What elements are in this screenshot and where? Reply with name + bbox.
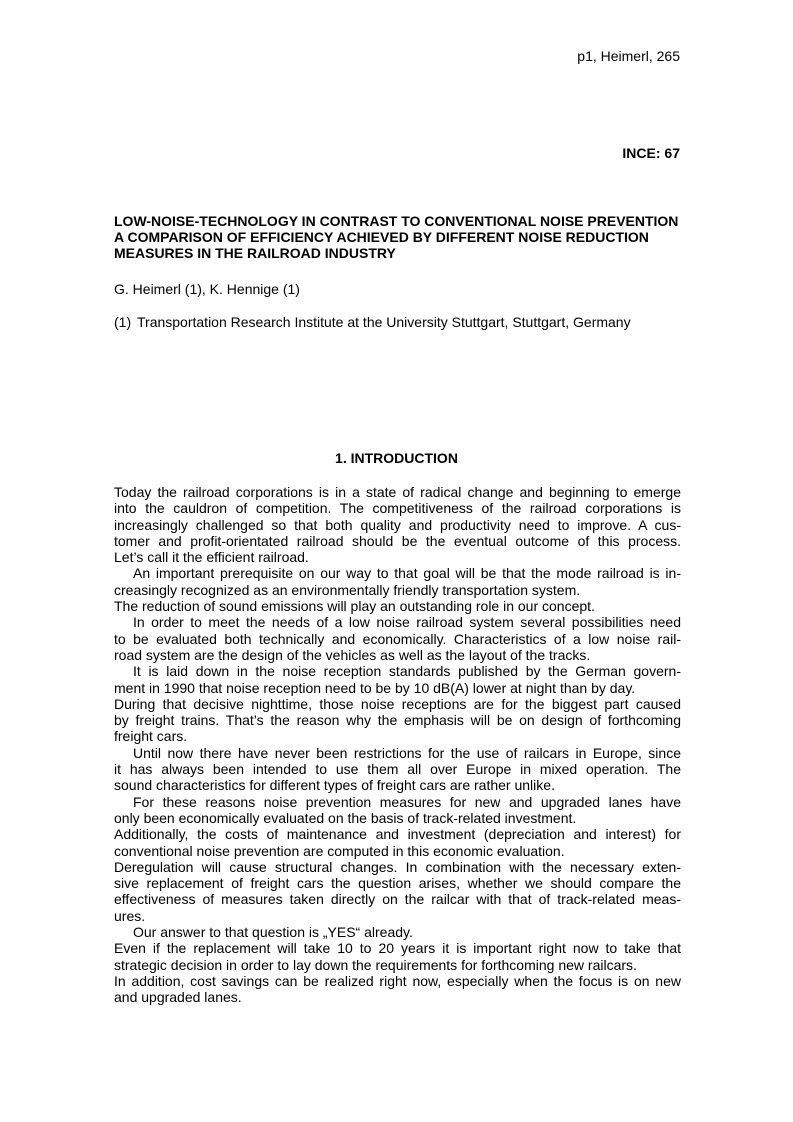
body-line: Until now there have never been restrictions for the use of railcars in Europe, since	[133, 744, 681, 761]
body-line: ment in 1990 that noise reception need to be by 10 dB(A) lower at night than by day.	[114, 679, 636, 696]
body-line: Additionally, the costs of maintenance and investment (depreciation and interest) for	[114, 826, 681, 843]
body-line: increasingly challenged so that both quality and productivity need to improve. A cus-	[114, 516, 681, 533]
title-line: LOW-NOISE-TECHNOLOGY IN CONTRAST TO CONVENTIONAL NOISE PREVENTION	[114, 213, 679, 229]
body-line: Our answer to that question is „YES“ already.	[133, 924, 413, 941]
title-line: A COMPARISON OF EFFICIENCY ACHIEVED BY DIFFERENT NOISE REDUCTION	[114, 229, 649, 245]
body-line: road system are the design of the vehicles as well as the layout of the tracks.	[114, 646, 591, 663]
body-line: effectiveness of measures taken directly on the railcar with that of track-related meas-	[114, 891, 681, 908]
body-line: it has always been intended to use them all over Europe in mixed operation. The	[114, 761, 681, 778]
body-line: freight cars.	[114, 728, 188, 745]
body-line: and upgraded lanes.	[114, 989, 242, 1006]
body-line: An important prerequisite on our way to that goal will be that the mode railroad is in-	[133, 565, 681, 582]
paper-title	[114, 213, 714, 261]
title-line: MEASURES IN THE RAILROAD INDUSTRY	[114, 245, 396, 261]
body-line: In addition, cost savings can be realized right now, especially when the focus is on new	[114, 972, 681, 989]
body-line: tomer and profit-orientated railroad should be the eventual outcome of this process.	[114, 532, 681, 549]
body-line: ures.	[114, 907, 146, 924]
body-line: by freight trains. That’s the reason why the emphasis will be on design of forthcoming	[114, 712, 681, 729]
body-text	[114, 484, 681, 1006]
body-line: strategic decision in order to lay down the requirements for forthcoming new railcars.	[114, 956, 637, 973]
body-line: In order to meet the needs of a low noise railroad system several possibilities need	[133, 614, 681, 631]
body-line: into the cauldron of competition. The competitiveness of the railroad corporations is	[114, 500, 681, 517]
body-line: to be evaluated both technically and economically. Characteristics of a low noise rail-	[114, 630, 681, 647]
body-line: Today the railroad corporations is in a state of radical change and beginning to emerge	[114, 484, 681, 500]
page-reference: p1, Heimerl, 265	[577, 48, 680, 64]
body-line: During that decisive nighttime, those noise receptions are for the biggest part caused	[114, 695, 681, 712]
body-line: Even if the replacement will take 10 to 20 years it is important right now to take that	[114, 940, 681, 957]
conference-id: INCE: 67	[622, 145, 680, 161]
body-line: The reduction of sound emissions will play an outstanding role in our concept.	[114, 598, 595, 615]
body-line: only been economically evaluated on the basis of track-related investment.	[114, 809, 577, 826]
section-heading: 1. INTRODUCTION	[335, 450, 458, 466]
body-line: sive replacement of freight cars the question arises, whether we should compare the	[114, 875, 681, 892]
body-line: Let’s call it the efficient railroad.	[114, 549, 309, 566]
affiliation-number: (1)	[114, 314, 132, 330]
body-line: conventional noise prevention are computed in this economic evaluation.	[114, 842, 565, 859]
body-line: Deregulation will cause structural changes. In combination with the necessary exten-	[114, 858, 681, 875]
body-line: It is laid down in the noise reception standards published by the German govern-	[133, 663, 681, 680]
authors: G. Heimerl (1), K. Hennige (1)	[114, 281, 300, 297]
affiliation	[114, 314, 631, 330]
affiliation-text: Transportation Research Institute at the University Stuttgart, Stuttgart, Germany	[137, 314, 631, 330]
body-line: creasingly recognized as an environmentally friendly transportation system.	[114, 581, 581, 598]
body-line: For these reasons noise prevention measures for new and upgraded lanes have	[133, 793, 681, 810]
body-line: sound characteristics for different types of freight cars are rather unlike.	[114, 777, 555, 794]
